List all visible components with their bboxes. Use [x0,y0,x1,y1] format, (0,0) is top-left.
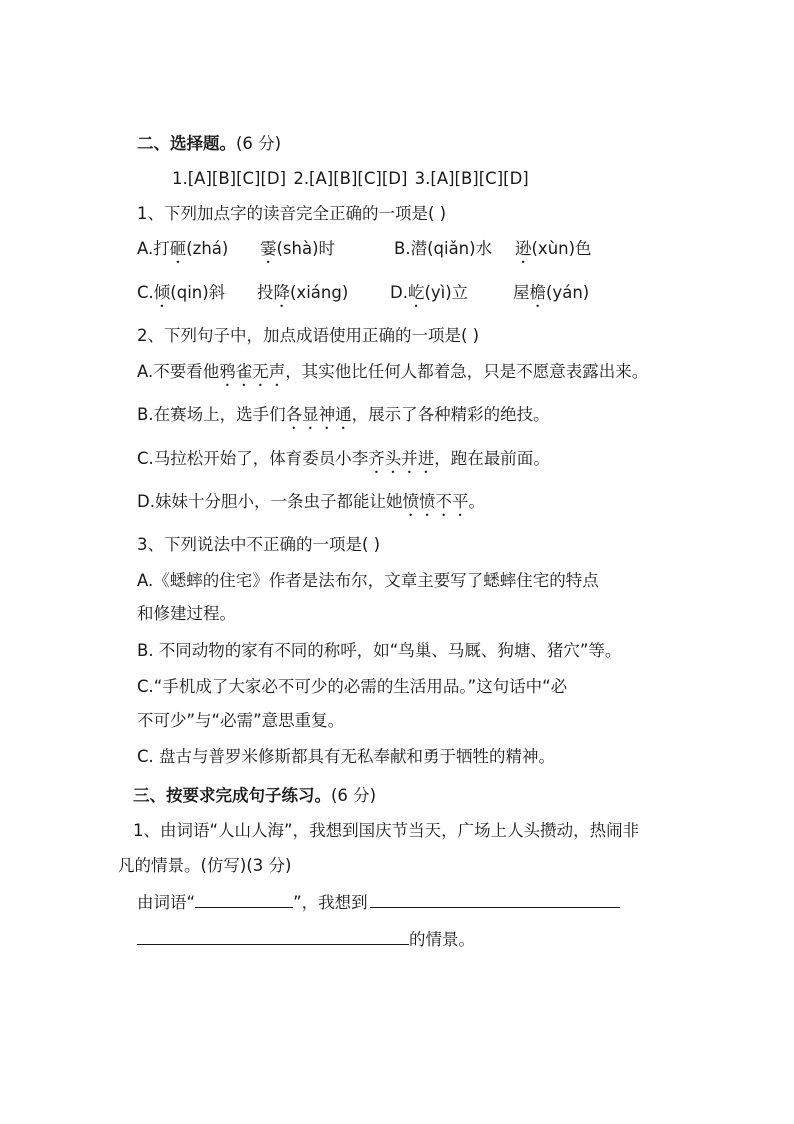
q1-c2-prefix: 投 [257,283,274,302]
q1-option-c2 [257,282,348,311]
q2-stem: 2、下列句子中，加点成语使用正确的一项是( ) [137,326,480,345]
q2-b-prefix: B.在赛场上，选手们 [137,405,286,424]
q1-option-b2 [515,238,592,267]
q2-c-prefix: C.马拉松开始了，体育委员小李 [137,449,369,468]
q2-a-suffix: ，其实他比任何人都着急，只是不愿意表露出来。 [285,362,649,381]
s1-fill-line2 [137,928,475,951]
q2-a-idiom: 鸦雀无声 [219,362,286,381]
q2-b-suffix: ，展示了各种精彩的绝技。 [351,405,550,424]
section-2-score: (6 分) [236,134,282,153]
q1-b2-pinyin: (xùn)色 [531,239,592,258]
q2-d-idiom: 愤愤不平 [402,492,469,511]
section-2-heading [137,133,281,155]
q1-c2-dotted-char: 降 [273,283,290,302]
q2-option-d [137,491,485,520]
q1-d-pinyin: (yì)立 [424,283,469,302]
q2-option-b [137,404,550,433]
s1-fill-suffix: 的情景。 [409,930,475,949]
q1-c-pinyin: (qin)斜 [170,283,226,302]
q1-b2-dotted-char: 逊 [515,239,532,258]
s1-fill-line1 [137,891,620,914]
q2-option-c [137,448,550,477]
q1-d-prefix: D. [390,283,408,302]
q1-a2-pinyin: (shà)时 [276,239,336,258]
q1-d2-dotted-char: 檐 [529,283,546,302]
q2-b-idiom: 各显神通 [285,405,352,424]
q1-option-d2 [513,282,589,311]
q3-stem: 3、下列说法中不正确的一项是( ) [137,535,381,554]
q1-c-dotted-char: 倾 [153,283,171,302]
q2-a-prefix: A.不要看他 [137,362,220,381]
q1-a2-dotted-char: 霎 [260,239,277,258]
s1-fill-middle: ”，我想到 [293,893,368,912]
q2-d-suffix: 。 [468,492,485,511]
phrase-blank[interactable] [195,891,293,908]
section-3-title: 三、按要求完成句子练习。 [133,786,331,805]
q1-a-pinyin: (zhá) [186,239,229,258]
q2-d-prefix: D.妹妹十分胆小，一条虫子都能让她 [137,492,403,511]
q1-b-prefix: B.潜 [394,239,428,258]
q1-option-a [137,238,228,267]
s1-prompt-line2: 凡的情景。(仿写)(3 分) [118,856,292,875]
q1-c2-pinyin: (xiáng) [290,283,349,302]
q1-option-b [394,238,492,260]
section-2-title: 二、选择题。 [137,134,236,153]
q1-option-c [137,282,225,311]
q1-d2-pinyin: (yán) [546,283,590,302]
association-blank-2[interactable] [137,928,409,945]
q1-b-pinyin: (qiǎn)水 [427,239,493,258]
s1-prompt-line1: 1、由词语“人山人海”，我想到国庆节当天，广场上人头攒动，热闹非 [133,821,640,840]
q3-option-a-line1: A.《蟋蟀的住宅》作者是法布尔，文章主要写了蟋蟀住宅的特点 [137,571,599,590]
q1-c-prefix: C. [137,283,154,302]
q2-option-a [137,361,648,390]
section-3-score: (6 分) [331,786,377,805]
q1-stem: 1、下列加点字的读音完全正确的一项是( ) [137,204,447,223]
q3-option-b: B. 不同动物的家有不同的称呼，如“鸟巢、马厩、狗塘、猪穴”等。 [137,641,622,660]
s1-fill-prefix: 由词语“ [137,893,196,912]
q3-option-c-line2: 不可少”与“必需”意思重复。 [137,711,345,730]
q2-c-idiom: 齐头并进 [368,449,435,468]
q3-option-d: C. 盘古与普罗米修斯都具有无私奉献和勇于牺牲的精神。 [137,747,556,766]
q1-option-a2 [260,238,335,267]
section-3-heading [133,785,376,807]
q1-d-dotted-char: 屹 [407,283,425,302]
q3-option-a-line2: 和修建过程。 [137,604,236,623]
association-blank-1[interactable] [370,891,620,908]
q1-a-prefix: A.打 [137,239,170,258]
answer-sheet: 1.[A][B][C][D] 2.[A][B][C][D] 3.[A][B][C][D] [172,169,529,188]
q1-d2-prefix: 屋 [513,283,530,302]
q1-option-d [390,282,468,311]
q3-option-c-line1: C.“手机成了大家必不可少的必需的生活用品。”这句话中“必 [137,677,568,696]
q1-a-dotted-char: 砸 [169,239,187,258]
q2-c-suffix: ，跑在最前面。 [434,449,550,468]
